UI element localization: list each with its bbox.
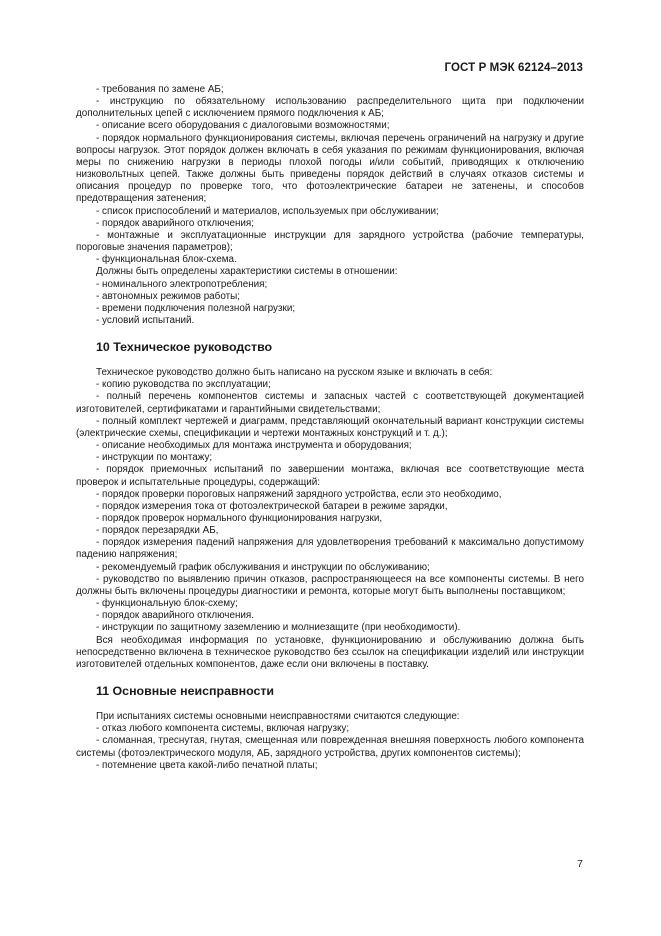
- list-item: - список приспособлений и материалов, используемых при обслуживании;: [96, 205, 439, 217]
- list-item: - отказ любого компонента системы, включая нагрузку;: [96, 723, 350, 735]
- list-item: - функциональную блок-схему;: [96, 598, 238, 610]
- list-item: - порядок аварийного отключения.: [96, 610, 255, 622]
- list-item: - требования по замене АБ;: [96, 84, 224, 95]
- list-item: - описание всего оборудования с диалоговыми возможностями;: [96, 120, 390, 132]
- list-item: - инструкции по монтажу;: [96, 452, 213, 464]
- list-item: - монтажные и эксплуатационные инструкции для зарядного устройства (рабочие температуры, пороговые значения параметров);: [76, 229, 584, 254]
- list-block-continued: [76, 84, 584, 327]
- list-item: - функциональная блок-схема.: [96, 254, 237, 266]
- list-item: - порядок перезарядки АБ,: [96, 525, 219, 537]
- page-number: 7: [577, 858, 583, 870]
- list-item: - порядок нормального функционирования системы, включая перечень ограничений на нагрузку и другие вопросы нагрузок. Этот порядок должен включать в себя указания по режимам функционирования, включая меры по снижению нагрузки в периоды плохой погоды и/или событий, приводящих к отключению низковольтных цепей. Также должны быть приведены порядок действий в случаях отказов системы и описания процедур по проверке того, что фотоэлектрические батареи не затенены, и способов предотвращения затенения;: [76, 132, 584, 205]
- document-header: ГОСТ Р МЭК 62124–2013: [444, 62, 583, 74]
- list-item: - инструкции по защитному заземлению и молниезащите (при необходимости).: [96, 622, 461, 634]
- list-item: - полный комплект чертежей и диаграмм, представляющий окончательный вариант конструкции системы (электрические схемы, спецификации и чертежи монтажных конструкций и т. д.);: [76, 415, 584, 439]
- section-10-body: [76, 367, 584, 671]
- list-item: - потемнение цвета какой-либо печатной платы;: [96, 759, 318, 771]
- paragraph: При испытаниях системы основными неисправностями считаются следующие:: [96, 711, 460, 723]
- section-11-body: [76, 711, 584, 772]
- list-item: - порядок проверки пороговых напряжений зарядного устройства, если это необходимо,: [96, 488, 502, 500]
- list-item: - инструкцию по обязательному использованию распределительного щита при подключении дополнительных цепей с исключением прямого подключения к АБ;: [76, 96, 584, 120]
- list-item: - порядок измерения тока от фотоэлектрической батареи в режиме зарядки,: [96, 500, 448, 512]
- list-item: - сломанная, треснутая, гнутая, смещенная или поврежденная внешняя поверхность любого компонента системы (фотоэлектрического модуля, АБ, зарядного устройства, других компонентов системы);: [76, 735, 584, 759]
- list-item: - условий испытаний.: [96, 314, 195, 326]
- list-item: - времени подключения полезной нагрузки;: [96, 302, 296, 314]
- list-item: - автономных режимов работы;: [96, 290, 240, 302]
- list-item: - порядок проверок нормального функционирования нагрузки,: [96, 513, 383, 524]
- list-item: - описание необходимых для монтажа инструмента и оборудования;: [96, 440, 412, 452]
- list-item: - руководство по выявлению причин отказов, распространяющееся на все компоненты системы. В него должны быть включены процедуры диагностики и ремонта, которые могут быть выполнены поставщиком;: [76, 573, 584, 597]
- list-item: - рекомендуемый график обслуживания и инструкции по обслуживанию;: [96, 561, 430, 573]
- list-item: - порядок измерения падений напряжения для удовлетворения требований к максимально допустимому падению напряжения;: [76, 537, 584, 561]
- section-10-heading: 10 Техническое руководство: [96, 340, 273, 355]
- list-item: - полный перечень компонентов системы и запасных частей с соответствующей документацией изготовителей, сертификатами и гарантийными свидетельствами;: [76, 391, 584, 415]
- section-11-heading: 11 Основные неисправности: [96, 684, 275, 699]
- list-item: - порядок приемочных испытаний по завершении монтажа, включая все соответствующие места проверок и испытательные процедуры, содержащий:: [76, 464, 584, 488]
- paragraph: Должны быть определены характеристики системы в отношении:: [96, 266, 398, 278]
- list-item: - номинального электропотребления;: [96, 278, 268, 290]
- document-body: [76, 84, 584, 772]
- paragraph: Техническое руководство должно быть написано на русском языке и включать в себя:: [96, 367, 493, 379]
- list-item: - порядок аварийного отключения;: [96, 217, 255, 229]
- list-item: - копию руководства по эксплуатации;: [96, 379, 271, 391]
- paragraph: Вся необходимая информация по установке, функционированию и обслуживанию должна быть непосредственно включена в техническое руководство без ссылок на спецификации изделий или инструкции изготовителей отдельных компонентов, даже если они включены в поставку.: [76, 634, 584, 670]
